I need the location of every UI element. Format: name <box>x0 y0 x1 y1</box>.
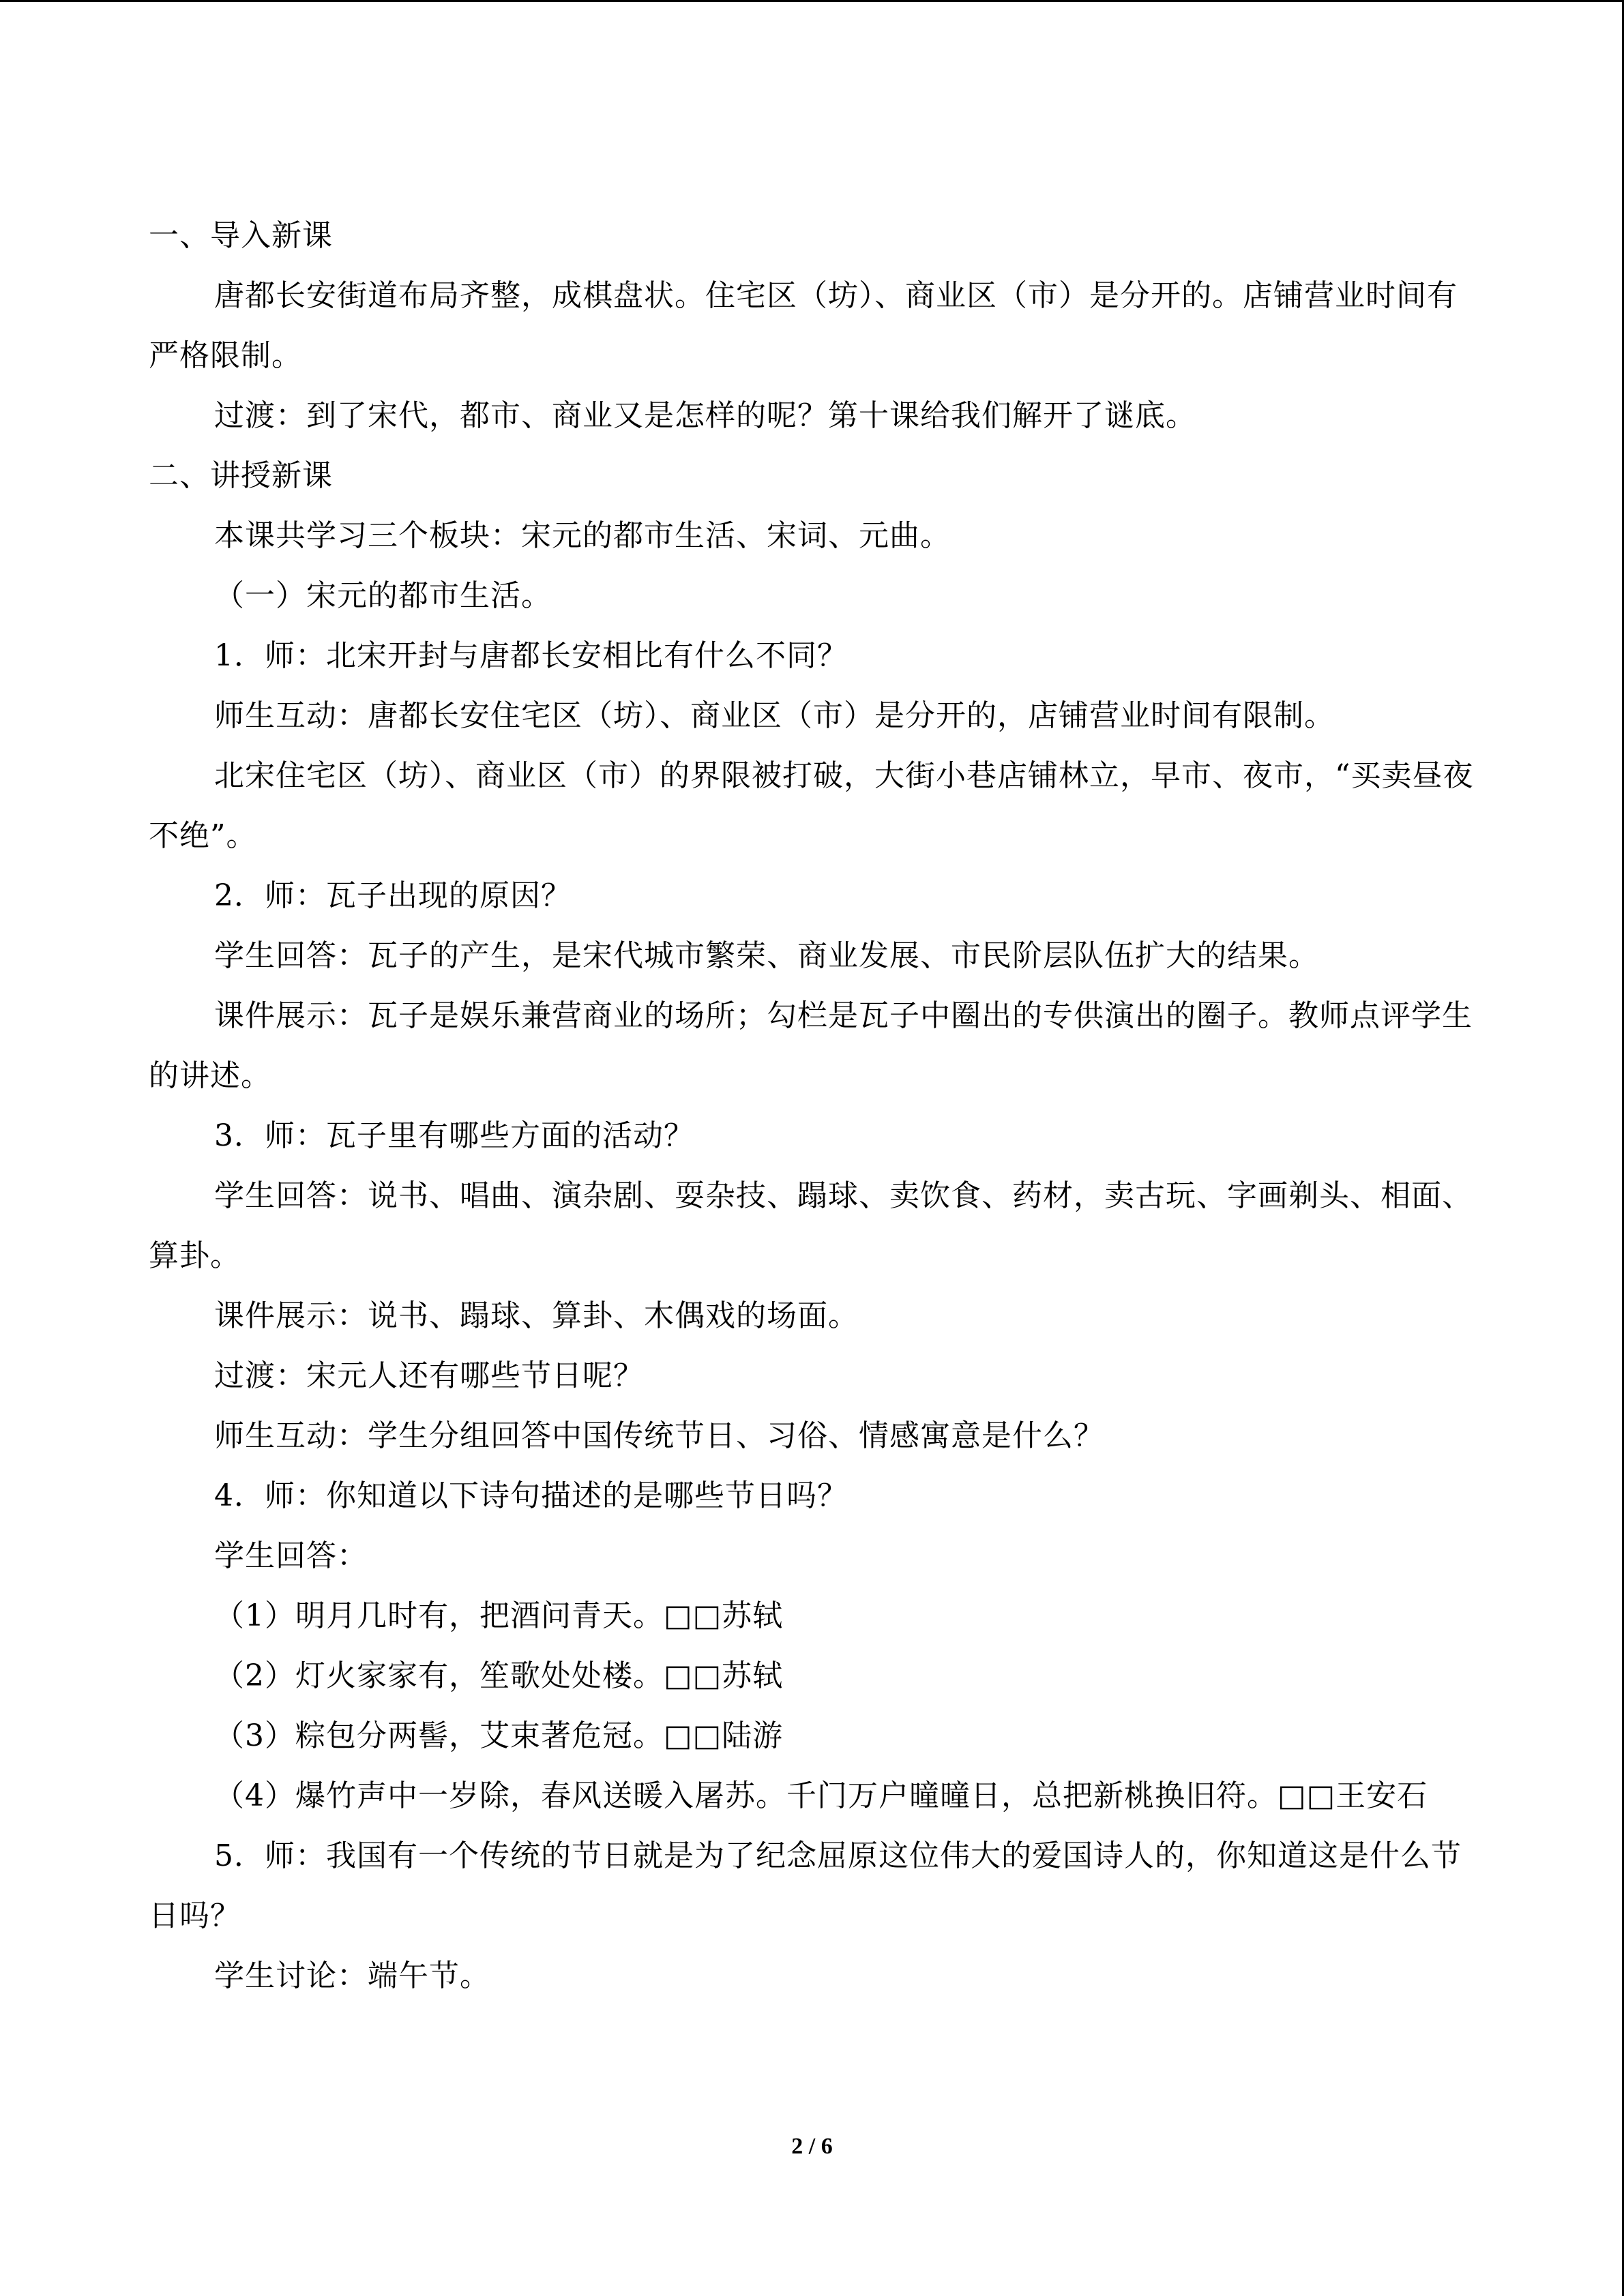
question-1: 1．师：北宋开封与唐都长安相比有什么不同？ <box>214 638 848 673</box>
answer-4-label: 学生回答： <box>214 1538 368 1573</box>
answer-2: 学生回答：瓦子的产生，是宋代城市繁荣、商业发展、市民阶层队伍扩大的结果。 <box>214 938 1319 973</box>
question-5: 5．师：我国有一个传统的节日就是为了纪念屈原这位伟大的爱国诗人的，你知道这是什么节日吗？ <box>149 1838 1462 1933</box>
paragraph-tang-changan: 唐都长安街道布局齐整，成棋盘状。住宅区（坊）、商业区（市）是分开的。店铺营业时间有严格限制。 <box>149 278 1458 373</box>
question-4: 4．师：你知道以下诗句描述的是哪些节日吗？ <box>214 1478 848 1513</box>
paragraph-lesson-overview: 本课共学习三个板块：宋元的都市生活、宋词、元曲。 <box>214 518 951 553</box>
courseware-wazi: 课件展示：瓦子是娱乐兼营商业的场所；勾栏是瓦子中圈出的专供演出的圈子。教师点评学生的讲述。 <box>149 998 1473 1093</box>
page-number: 2 / 6 <box>791 2134 833 2159</box>
poem-item-2: （2）灯火家家有，笙歌处处楼。□□苏轼 <box>214 1658 784 1693</box>
section-heading-intro: 一、导入新课 <box>149 218 333 253</box>
paragraph-northern-song: 北宋住宅区（坊）、商业区（市）的界限被打破，大街小巷店铺林立，早市、夜市，“买卖昼夜不绝”。 <box>149 758 1474 853</box>
document-body <box>149 206 1475 2006</box>
poem-item-3: （3）粽包分两髻，艾束著危冠。□□陆游 <box>214 1718 784 1753</box>
question-2: 2．师：瓦子出现的原因？ <box>214 878 572 913</box>
answer-3: 学生回答：说书、唱曲、演杂剧、耍杂技、蹋球、卖饮食、药材，卖古玩、字画剃头、相面、算卦。 <box>149 1178 1473 1273</box>
paragraph-interaction-1: 师生互动：唐都长安住宅区（坊）、商业区（市）是分开的，店铺营业时间有限制。 <box>214 698 1335 733</box>
question-3: 3．师：瓦子里有哪些方面的活动？ <box>214 1118 694 1153</box>
paragraph-transition-song: 过渡：到了宋代，都市、商业又是怎样的呢？第十课给我们解开了谜底。 <box>214 398 1196 433</box>
page-top-border <box>0 0 1624 2</box>
courseware-scenes: 课件展示：说书、蹋球、算卦、木偶戏的场面。 <box>214 1298 859 1333</box>
discussion-answer: 学生讨论：端午节。 <box>214 1958 490 1993</box>
paragraph-transition-festivals: 过渡：宋元人还有哪些节日呢？ <box>214 1358 644 1393</box>
poem-item-1: （1）明月几时有，把酒问青天。□□苏轼 <box>214 1598 784 1633</box>
subsection-heading-urban-life: （一）宋元的都市生活。 <box>214 578 552 613</box>
section-heading-lecture: 二、讲授新课 <box>149 458 333 493</box>
poem-item-4: （4）爆竹声中一岁除，春风送暖入屠苏。千门万户曈曈日，总把新桃换旧符。□□王安石 <box>214 1778 1428 1813</box>
paragraph-interaction-festivals: 师生互动：学生分组回答中国传统节日、习俗、情感寓意是什么？ <box>214 1418 1104 1453</box>
